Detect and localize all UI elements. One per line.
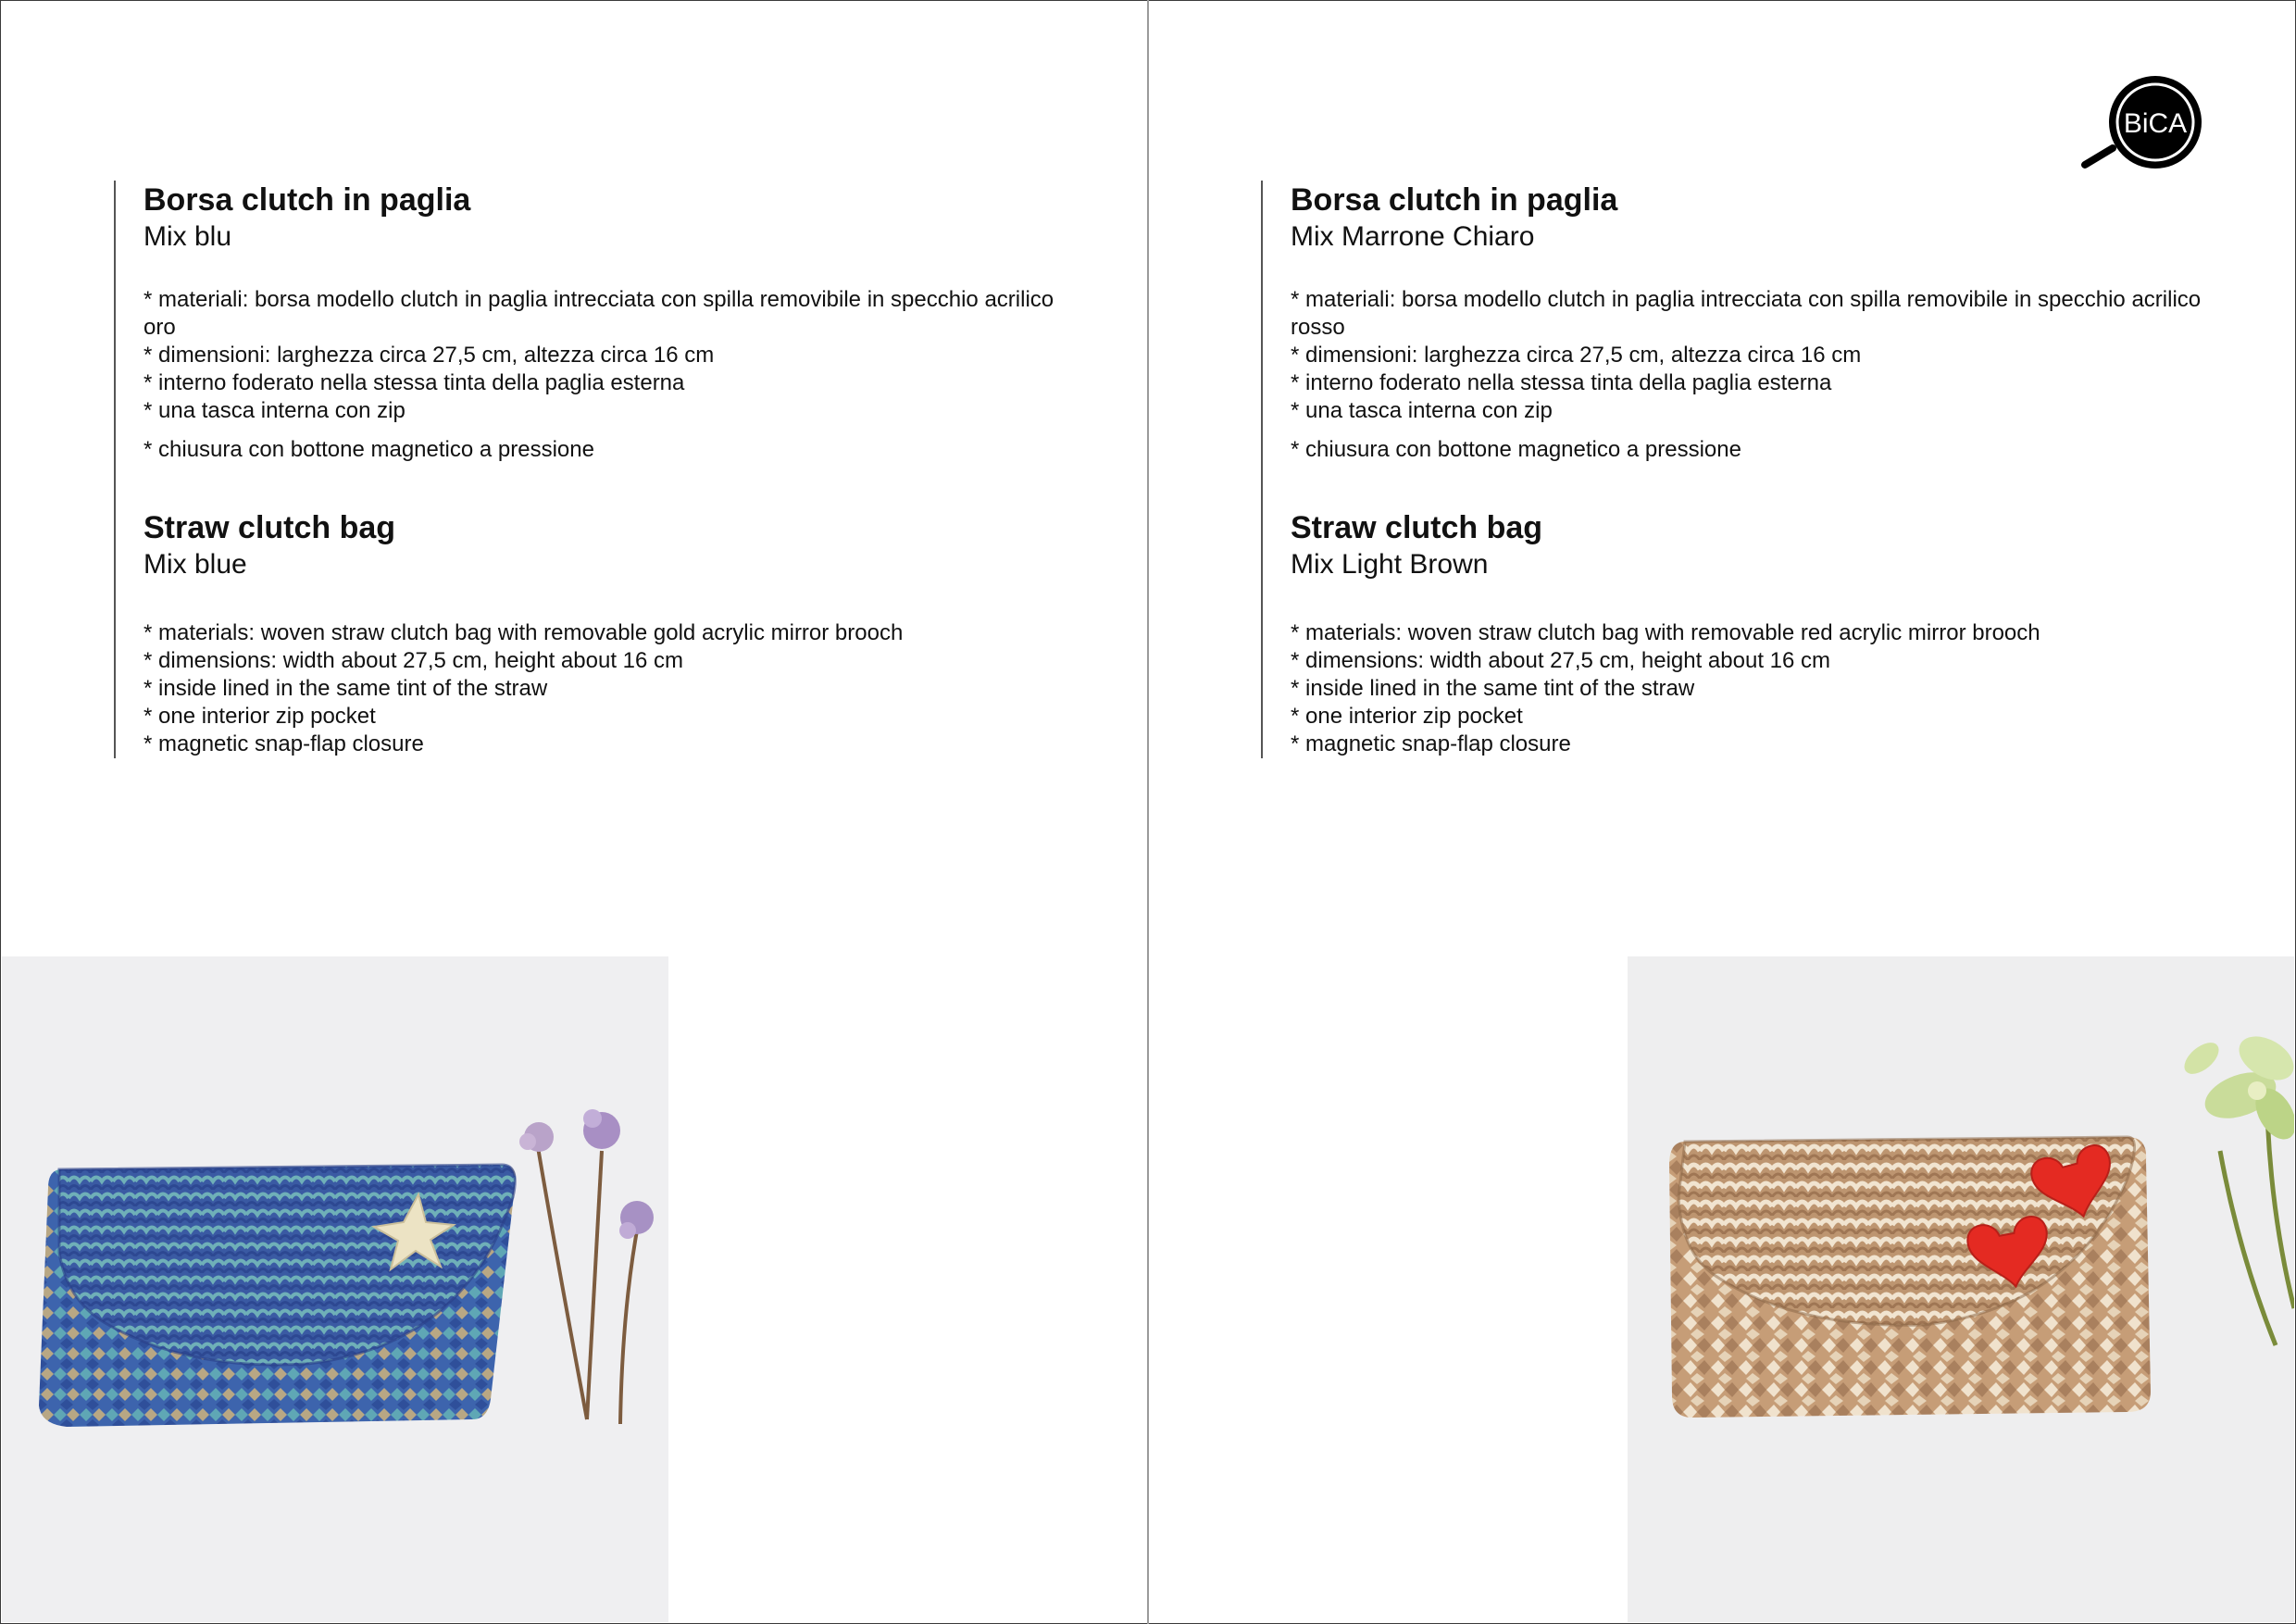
- blue-clutch-photo: [2, 956, 668, 1622]
- right-title-en: Straw clutch bag: [1291, 510, 1543, 545]
- magnifier-logo-icon: [2079, 74, 2209, 171]
- left-section-italian: [144, 181, 1069, 464]
- detail-item: * one interior zip pocket: [1291, 704, 1523, 729]
- detail-item: * materiali: borsa modello clutch in paglia intrecciata con spilla removibile in specchio acrilico rosso: [1291, 287, 2202, 340]
- detail-item: * chiusura con bottone magnetico a pressione: [1291, 437, 1741, 462]
- left-subtitle-en: Mix blue: [144, 549, 247, 580]
- bica-logo: [2079, 74, 2209, 171]
- detail-item: * interno foderato nella stessa tinta della paglia esterna: [1291, 370, 1832, 395]
- detail-item: * materials: woven straw clutch bag with removable red acrylic mirror brooch: [1291, 620, 2040, 645]
- detail-item: * chiusura con bottone magnetico a pressione: [144, 437, 594, 462]
- detail-item: * dimensioni: larghezza circa 27,5 cm, altezza circa 16 cm: [1291, 343, 1862, 368]
- right-title-it: Borsa clutch in paglia: [1291, 182, 1618, 218]
- left-subtitle-it: Mix blu: [144, 221, 232, 252]
- brown-clutch-photo: [1628, 956, 2294, 1622]
- detail-item: * magnetic snap-flap closure: [144, 731, 424, 756]
- detail-item: * magnetic snap-flap closure: [1291, 731, 1571, 756]
- page-fold-divider: [1147, 0, 1149, 1624]
- right-section-italian: [1291, 181, 2216, 464]
- detail-item: * una tasca interna con zip: [1291, 398, 1553, 423]
- right-subtitle-en: Mix Light Brown: [1291, 549, 1489, 580]
- left-title-it: Borsa clutch in paglia: [144, 182, 471, 218]
- right-subtitle-it: Mix Marrone Chiaro: [1291, 221, 1535, 252]
- left-section-english: [144, 508, 1069, 758]
- detail-item: * una tasca interna con zip: [144, 398, 406, 423]
- right-details-en: [1291, 619, 2216, 758]
- detail-item: * materials: woven straw clutch bag with removable gold acrylic mirror brooch: [144, 620, 904, 645]
- left-title-en: Straw clutch bag: [144, 510, 396, 545]
- detail-item: * dimensions: width about 27,5 cm, height about 16 cm: [1291, 648, 1831, 673]
- left-details-en: [144, 619, 1069, 758]
- detail-item: * dimensions: width about 27,5 cm, height about 16 cm: [144, 648, 684, 673]
- right-section-english: [1291, 508, 2216, 758]
- left-product-description: [114, 181, 1069, 758]
- detail-item: * dimensioni: larghezza circa 27,5 cm, altezza circa 16 cm: [144, 343, 715, 368]
- detail-item: * interno foderato nella stessa tinta della paglia esterna: [144, 370, 685, 395]
- right-details-it: [1291, 286, 2216, 464]
- detail-item: * inside lined in the same tint of the straw: [1291, 676, 1695, 701]
- right-product-description: [1261, 181, 2216, 758]
- logo-text: BiCA: [2123, 108, 2188, 139]
- detail-item: * inside lined in the same tint of the straw: [144, 676, 548, 701]
- left-details-it: [144, 286, 1069, 464]
- detail-item: * materiali: borsa modello clutch in paglia intrecciata con spilla removibile in specchio acrilico oro: [144, 287, 1054, 340]
- detail-item: * one interior zip pocket: [144, 704, 376, 729]
